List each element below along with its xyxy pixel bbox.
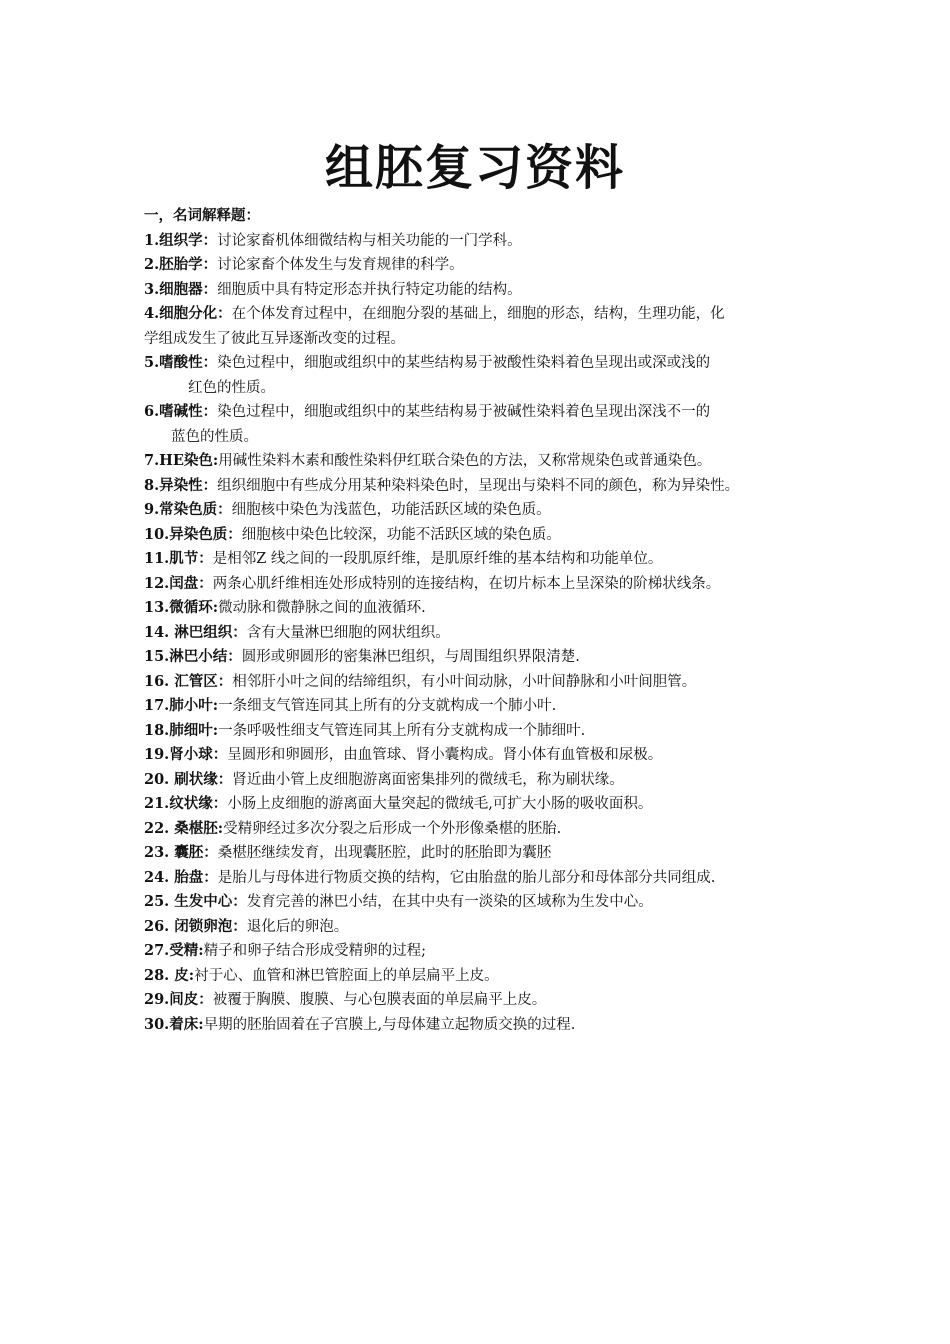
document-title: 组胚复习资料 xyxy=(324,140,625,196)
document-body xyxy=(144,204,814,1037)
term-item: 23. 囊胚：桑椹胚继续发育，出现囊胚腔，此时的胚胎即为囊胚 xyxy=(144,844,552,861)
term-item: 20. 刷状缘：肾近曲小管上皮细胞游离面密集排列的微绒毛，称为刷状缘。 xyxy=(144,770,624,788)
term-item: 15.淋巴小结：圆形或卵圆形的密集淋巴组织，与周围组织界限清楚. xyxy=(144,648,580,665)
term-item: 19.肾小球：呈圆形和卵圆形，由血管球、肾小囊构成。肾小体有血管极和尿极。 xyxy=(144,746,663,763)
term-item: 3.细胞器：细胞质中具有特定形态并执行特定功能的结构。 xyxy=(144,280,522,298)
term-item: 30.着床:早期的胚胎固着在子宫膜上,与母体建立起物质交换的过程. xyxy=(144,1015,576,1033)
term-item: 12.闰盘：两条心肌纤维相连处形成特别的连接结构，在切片标本上呈深染的阶梯状线条。 xyxy=(144,574,721,592)
term-item: 21.纹状缘：小肠上皮细胞的游离面大量突起的微绒毛,可扩大小肠的吸收面积。 xyxy=(144,795,653,812)
term-item: 13.微循环:微动脉和微静脉之间的血液循环. xyxy=(144,599,426,616)
term-item: 18.肺细叶:一条呼吸性细支气管连同其上所有分支就构成一个肺细叶. xyxy=(144,721,586,739)
term-item: 27.受精:精子和卵子结合形成受精卵的过程; xyxy=(144,942,426,959)
term-item: 28. 皮:衬于心、血管和淋巴管腔面上的单层扁平上皮。 xyxy=(144,966,499,984)
term-item: 16. 汇管区：相邻肝小叶之间的结缔组织，有小叶间动脉，小叶间静脉和小叶间胆管。 xyxy=(144,672,697,690)
term-item: 25. 生发中心：发育完善的淋巴小结，在其中央有一淡染的区域称为生发中心。 xyxy=(144,893,653,910)
term-item: 1.组织学：讨论家畜机体细微结构与相关功能的一门学科。 xyxy=(144,231,522,249)
term-item: 14. 淋巴组织：含有大量淋巴细胞的网状组织。 xyxy=(144,623,450,641)
term-item: 17.肺小叶:一条细支气管连同其上所有的分支就构成一个肺小叶. xyxy=(144,697,557,714)
term-item: 10.异染色质：细胞核中染色比较深，功能不活跃区域的染色质。 xyxy=(144,525,561,543)
term-item: 8.异染性：组织细胞中有些成分用某种染料染色时，呈现出与染料不同的颜色，称为异染性。 xyxy=(144,476,740,494)
term-item: 29.间皮：被覆于胸膜、腹膜、与心包膜表面的单层扁平上皮。 xyxy=(144,991,547,1008)
term-continuation: 学组成发生了彼此互异逐渐改变的过程。 xyxy=(144,330,405,347)
term-item: 26. 闭锁卵泡：退化后的卵泡。 xyxy=(144,917,349,935)
term-continuation: 红色的性质。 xyxy=(188,379,275,396)
term-item: 4.细胞分化：在个体发育过程中，在细胞分裂的基础上，细胞的形态，结构，生理功能，化 xyxy=(144,305,725,322)
term-item: 9.常染色质：细胞核中染色为浅蓝色，功能活跃区域的染色质。 xyxy=(144,501,551,518)
term-item: 11.肌节：是相邻Z 线之间的一段肌原纤维，是肌原纤维的基本结构和功能单位。 xyxy=(144,550,663,567)
term-item: 5.嗜酸性：染色过程中，细胞或组织中的某些结构易于被酸性染料着色呈现出或深或浅的 xyxy=(144,354,711,371)
term-item: 6.嗜碱性：染色过程中，细胞或组织中的某些结构易于被碱性染料着色呈现出深浅不一的 xyxy=(144,403,711,420)
term-item: 24. 胎盘：是胎儿与母体进行物质交换的结构，它由胎盘的胎儿部分和母体部分共同组成. xyxy=(144,868,716,886)
term-continuation: 蓝色的性质。 xyxy=(171,428,258,445)
term-item: 7.HE染色:用碱性染料木素和酸性染料伊红联合染色的方法，又称常规染色或普通染色。 xyxy=(144,452,712,469)
term-item: 2.胚胎学：讨论家畜个体发生与发育规律的科学。 xyxy=(144,256,464,273)
section-heading: 一，名词解释题： xyxy=(144,207,260,224)
term-item: 22. 桑椹胚:受精卵经过多次分裂之后形成一个外形像桑椹的胚胎. xyxy=(144,819,562,837)
